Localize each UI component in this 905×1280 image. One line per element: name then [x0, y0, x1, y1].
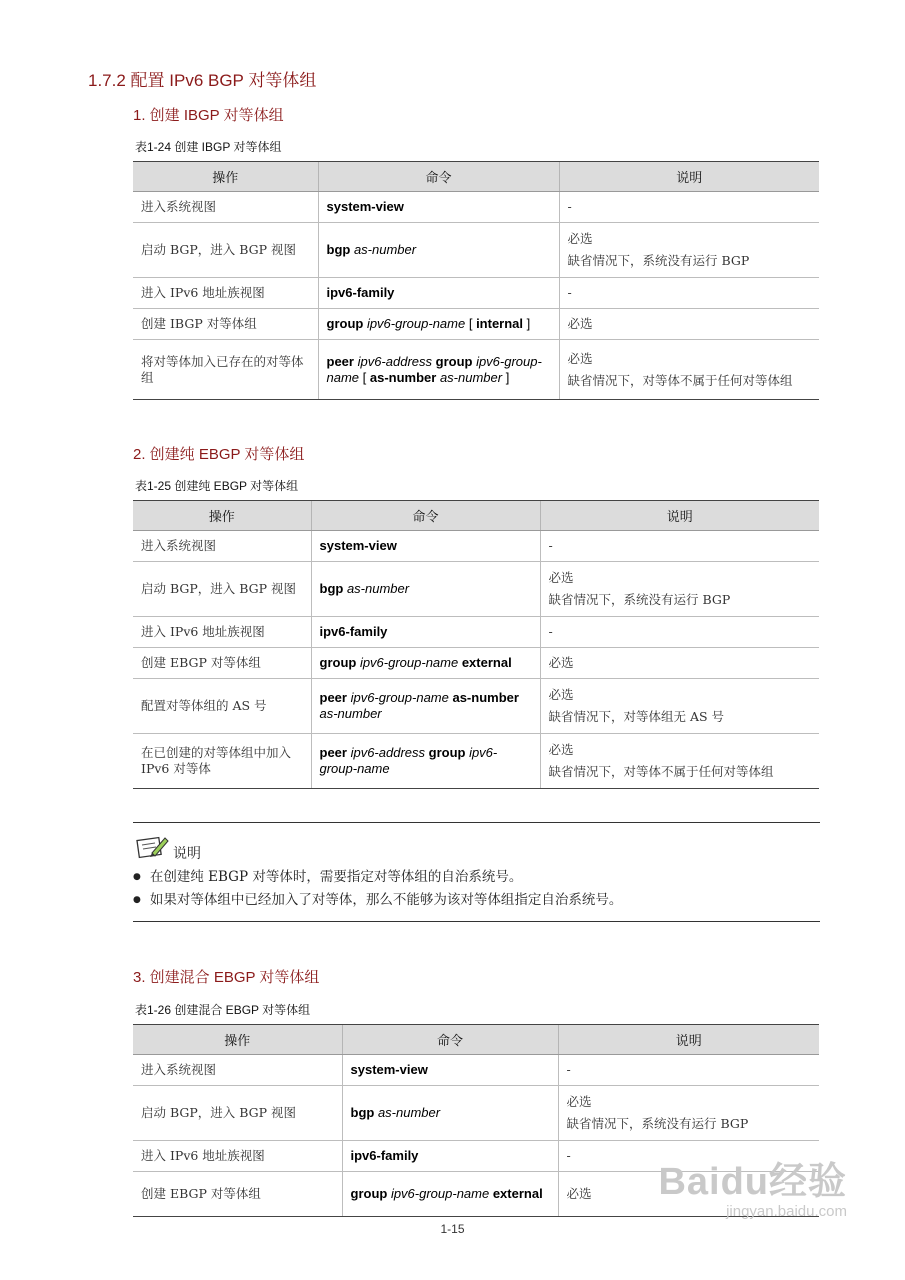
description-cell	[559, 309, 819, 340]
operation-cell: 进入系统视图	[133, 531, 311, 562]
watermark	[658, 1150, 847, 1220]
column-header-description: 说明	[540, 501, 819, 531]
table-row	[133, 223, 819, 278]
description-line: 缺省情况下，系统没有运行 BGP	[567, 253, 750, 268]
command-keyword: peer	[319, 745, 347, 760]
description-line: 必选	[567, 350, 593, 366]
command-cell	[342, 1172, 558, 1217]
command-keyword: as-number	[369, 369, 437, 385]
command-keyword: group	[319, 655, 357, 670]
command-cell	[311, 648, 540, 679]
command-keyword: group	[432, 353, 473, 369]
operation-cell: 创建 IBGP 对等体组	[133, 309, 318, 340]
command-keyword: system-view	[326, 199, 404, 214]
description-line: -	[567, 199, 572, 214]
operation-cell: 进入 IPv6 地址族视图	[133, 617, 311, 648]
note-title: 说明	[173, 846, 201, 862]
description-cell	[559, 340, 819, 400]
description-line: -	[548, 624, 553, 639]
command-cell	[318, 340, 559, 400]
command-punctuation: ]	[523, 316, 531, 331]
note-item: ● 如果对等体组中已经加入了对等体，那么不能够为该对等体组指定自治系统号。	[133, 890, 622, 913]
command-argument: ipv6-group-name	[356, 655, 459, 670]
table-row	[133, 531, 819, 562]
description-cell	[540, 562, 819, 617]
column-header-command: 命令	[318, 162, 559, 192]
description-line: 缺省情况下，对等体组无 AS 号	[548, 709, 725, 724]
description-line: 必选	[548, 570, 574, 585]
command-punctuation: [	[465, 316, 477, 331]
column-header-operation: 操作	[133, 162, 318, 192]
command-keyword: bgp	[326, 242, 351, 257]
command-cell	[318, 223, 559, 278]
operation-cell: 创建 EBGP 对等体组	[133, 648, 311, 679]
description-cell	[558, 1086, 819, 1141]
note-list	[133, 867, 622, 913]
command-argument: ipv6-group-name	[319, 745, 498, 776]
description-cell	[558, 1055, 819, 1086]
table-row	[133, 734, 819, 789]
page-number: 1-15	[440, 1222, 465, 1236]
command-keyword: external	[489, 1186, 543, 1201]
command-keyword: ipv6-family	[326, 285, 395, 300]
operation-cell: 创建 EBGP 对等体组	[133, 1172, 342, 1217]
command-keyword: group	[326, 316, 364, 331]
command-argument: ipv6-address	[353, 353, 433, 369]
command-argument: ipv6-group-name	[346, 690, 449, 705]
command-keyword: bgp	[350, 1105, 375, 1120]
operation-cell: 启动 BGP，进入 BGP 视图	[133, 1086, 342, 1141]
description-cell	[540, 734, 819, 789]
operation-cell: 进入 IPv6 地址族视图	[133, 1141, 342, 1172]
command-argument: as-number	[343, 581, 410, 596]
description-line: 必选	[548, 742, 574, 757]
column-header-command: 命令	[311, 501, 540, 531]
description-line: 缺省情况下，系统没有运行 BGP	[548, 592, 731, 607]
description-line: 缺省情况下，对等体不属于任何对等体组	[548, 764, 774, 779]
command-punctuation: ]	[502, 369, 510, 385]
command-keyword: system-view	[350, 1062, 428, 1077]
description-line: 必选	[566, 1186, 592, 1201]
watermark-brand: Baidu经验	[658, 1161, 847, 1203]
description-cell	[540, 679, 819, 734]
operation-cell: 将对等体加入已存在的对等体组	[133, 340, 318, 400]
table-caption-pure-ebgp: 表1-25 创建纯 EBGP 对等体组	[135, 479, 299, 493]
subsection-title-ibgp: 1. 创建 IBGP 对等体组	[133, 107, 284, 124]
command-keyword: external	[458, 655, 512, 670]
watermark-url: jingyan.baidu.com	[726, 1203, 847, 1220]
description-line: 缺省情况下，系统没有运行 BGP	[566, 1116, 749, 1131]
operation-cell: 进入 IPv6 地址族视图	[133, 278, 318, 309]
command-argument: as-number	[350, 242, 417, 257]
description-line: 必选	[567, 316, 593, 331]
description-cell	[540, 531, 819, 562]
description-cell	[559, 223, 819, 278]
command-cell	[311, 562, 540, 617]
operation-cell: 进入系统视图	[133, 192, 318, 223]
section-title: 1.7.2 配置 IPv6 BGP 对等体组	[88, 71, 317, 90]
operation-cell: 启动 BGP，进入 BGP 视图	[133, 562, 311, 617]
description-cell	[540, 617, 819, 648]
command-keyword: ipv6-family	[350, 1148, 419, 1163]
subsection-title-pure-ebgp: 2. 创建纯 EBGP 对等体组	[133, 446, 305, 463]
description-line: -	[566, 1062, 571, 1077]
command-keyword: as-number	[448, 690, 519, 705]
description-line: 必选	[567, 231, 593, 246]
description-line: -	[566, 1148, 571, 1163]
note-item: ● 在创建纯 EBGP 对等体时，需要指定对等体组的自治系统号。	[133, 867, 622, 890]
operation-cell: 启动 BGP，进入 BGP 视图	[133, 223, 318, 278]
description-line: 必选	[548, 655, 574, 670]
command-argument: as-number	[436, 369, 503, 385]
command-argument: as-number	[319, 706, 382, 721]
command-argument: ipv6-group-name	[387, 1186, 490, 1201]
table-row	[133, 648, 819, 679]
note-box	[133, 822, 820, 922]
command-cell	[311, 734, 540, 789]
operation-cell: 在已创建的对等体组中加入 IPv6 对等体	[133, 734, 311, 789]
command-keyword: ipv6-family	[319, 624, 388, 639]
command-argument: as-number	[374, 1105, 441, 1120]
table-row	[133, 278, 819, 309]
command-cell	[342, 1086, 558, 1141]
description-cell	[540, 648, 819, 679]
command-keyword: bgp	[319, 581, 344, 596]
description-line: 必选	[548, 687, 574, 702]
command-argument: ipv6-address	[346, 745, 426, 760]
description-line: -	[567, 285, 572, 300]
description-cell	[559, 278, 819, 309]
command-cell	[318, 278, 559, 309]
description-line: 缺省情况下，对等体不属于任何对等体组	[567, 372, 793, 388]
command-keyword: internal	[476, 316, 524, 331]
operation-cell: 配置对等体组的 AS 号	[133, 679, 311, 734]
column-header-operation: 操作	[133, 1025, 342, 1055]
column-header-command: 命令	[342, 1025, 558, 1055]
command-keyword: system-view	[319, 538, 397, 553]
command-cell	[318, 309, 559, 340]
command-argument: ipv6-group-name	[363, 316, 466, 331]
table-row	[133, 679, 819, 734]
note-pencil-icon	[135, 833, 169, 866]
table-ibgp	[133, 161, 819, 400]
table-row	[133, 1086, 819, 1141]
column-header-operation: 操作	[133, 501, 311, 531]
command-keyword: group	[350, 1186, 388, 1201]
command-keyword: group	[425, 745, 466, 760]
table-row	[133, 192, 819, 223]
command-keyword: peer	[326, 353, 354, 369]
command-cell	[318, 192, 559, 223]
description-line: 必选	[566, 1094, 592, 1109]
table-row	[133, 617, 819, 648]
description-cell	[559, 192, 819, 223]
table-pure-ebgp	[133, 500, 819, 789]
column-header-description: 说明	[559, 162, 819, 192]
table-row	[133, 309, 819, 340]
command-cell	[311, 531, 540, 562]
command-cell	[342, 1055, 558, 1086]
table-row	[133, 1055, 819, 1086]
command-keyword: peer	[319, 690, 347, 705]
description-line: -	[548, 538, 553, 553]
command-cell	[311, 617, 540, 648]
table-row	[133, 340, 819, 400]
command-punctuation: [	[359, 369, 370, 385]
command-cell	[311, 679, 540, 734]
operation-cell: 进入系统视图	[133, 1055, 342, 1086]
table-caption-ibgp: 表1-24 创建 IBGP 对等体组	[135, 140, 282, 154]
table-caption-mixed-ebgp: 表1-26 创建混合 EBGP 对等体组	[135, 1003, 311, 1017]
command-cell	[342, 1141, 558, 1172]
table-row	[133, 562, 819, 617]
subsection-title-mixed-ebgp: 3. 创建混合 EBGP 对等体组	[133, 969, 320, 986]
command-argument: ipv6-group-name	[326, 353, 542, 385]
column-header-description: 说明	[558, 1025, 819, 1055]
